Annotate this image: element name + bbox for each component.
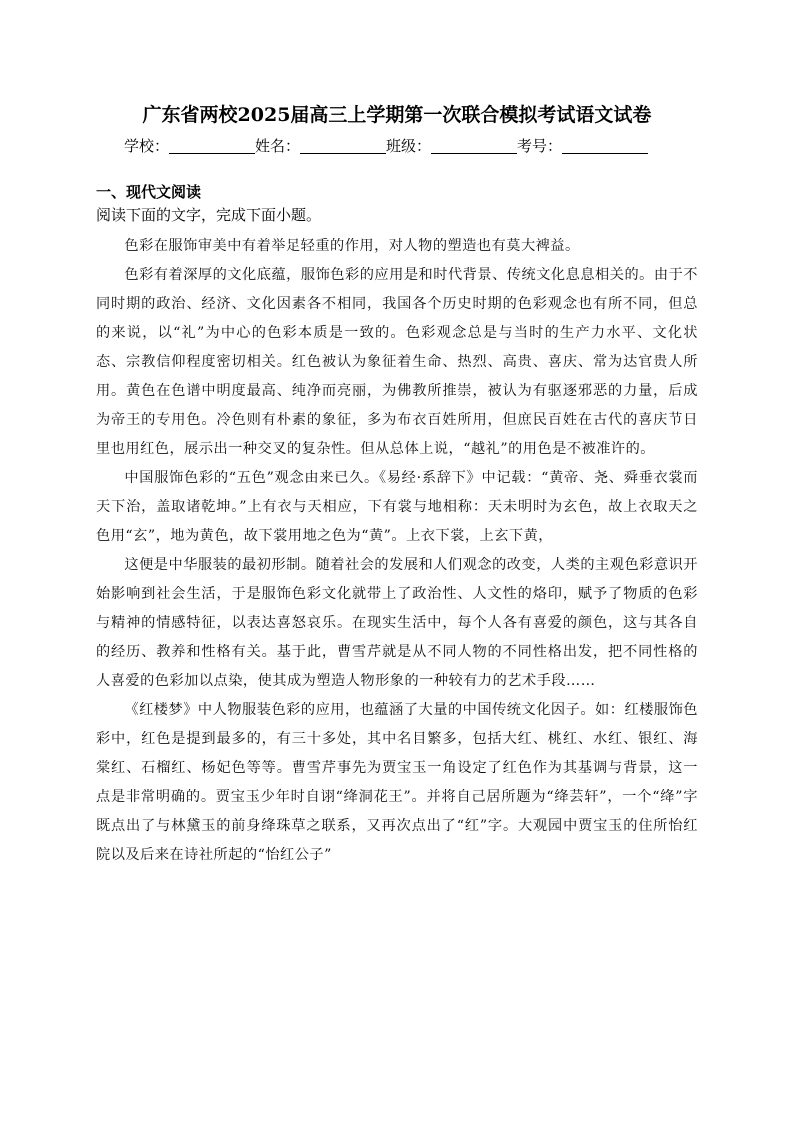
name-blank: [300, 136, 386, 154]
exam-number-label: 考号：: [517, 136, 563, 155]
exam-number-blank: [562, 136, 648, 154]
class-label: 班级：: [386, 136, 432, 155]
document-title: 广东省两校2025届高三上学期第一次联合模拟考试语文试卷: [142, 104, 652, 126]
school-label: 学校：: [124, 136, 170, 155]
reading-passage: [96, 232, 698, 870]
passage-paragraph: 这便是中华服装的最初形制。随着社会的发展和人们观念的改变，人类的主观色彩意识开始影响到社会生活，于是服饰色彩文化就带上了政治性、人文性的烙印，赋予了物质的色彩与精神的情感特征，以表达喜怒哀乐。在现实生活中，每个人各有喜爱的颜色，这与其各自的经历、教养和性格有关。基于此，曹雪芹就是从不同人物的不同性格出发，把不同性格的人喜爱的色彩加以点染，使其成为塑造人物形象的一种较有力的艺术手段……: [96, 557, 698, 689]
class-blank: [431, 136, 517, 154]
school-blank: [169, 136, 255, 154]
passage-paragraph: 色彩有着深厚的文化底蕴，服饰色彩的应用是和时代背景、传统文化息息相关的。由于不同时期的政治、经济、文化因素各不相同，我国各个历史时期的色彩观念也有所不同，但总的来说，以“礼”为中心的色彩本质是一致的。色彩观念总是与当时的生产力水平、文化状态、宗教信仰程度密切相关。红色被认为象征着生命、热烈、高贵、喜庆、常为达官贵人所用。黄色在色谱中明度最高、纯净而亮丽，为佛教所推崇，被认为有驱逐邪恶的力量，后成为帝王的专用色。冷色则有朴素的象征，多为布衣百姓所用，但庶民百姓在古代的喜庆节日里也用红色，展示出一种交叉的复杂性。但从总体上说，“越礼”的用色是不被准许的。: [96, 267, 698, 457]
passage-paragraph: 《红楼梦》中人物服装色彩的应用，也蕴涵了大量的中国传统文化因子。如：红楼服饰色彩中，红色是提到最多的，有三十多处，其中名目繁多，包括大红、桃红、水红、银红、海棠红、石榴红、杨妃色等等。曹雪芹事先为贾宝玉一角设定了红色作为其基调与背景，这一点是非常明确的。贾宝玉少年时自诩“绛洞花王”。并将自己居所题为“绛芸轩”，一个“绛”字既点出了与林黛玉的前身绛珠草之联系，又再次点出了“红”字。大观园中贾宝玉的住所怡红院以及后来在诗社所起的“怡红公子”: [96, 702, 698, 863]
passage-paragraph: 中国服饰色彩的“五色”观念由来已久。《易经·系辞下》中记载：“黄帝、尧、舜垂衣裳而天下治，盖取诸乾坤。”上有衣与天相应，下有裳与地相称：天未明时为玄色，故上衣取天之色用“玄”，地为黄色，故下裳用地之色为“黄”。上衣下裳，上玄下黄，: [96, 470, 698, 544]
reading-instruction: 阅读下面的文字，完成下面小题。: [96, 206, 322, 224]
name-label: 姓名：: [255, 136, 301, 155]
passage-paragraph: 色彩在服饰审美中有着举足轻重的作用，对人物的塑造也有莫大裨益。: [124, 238, 580, 254]
student-info-row: [124, 133, 648, 157]
section-heading: 一、现代文阅读: [96, 183, 202, 201]
